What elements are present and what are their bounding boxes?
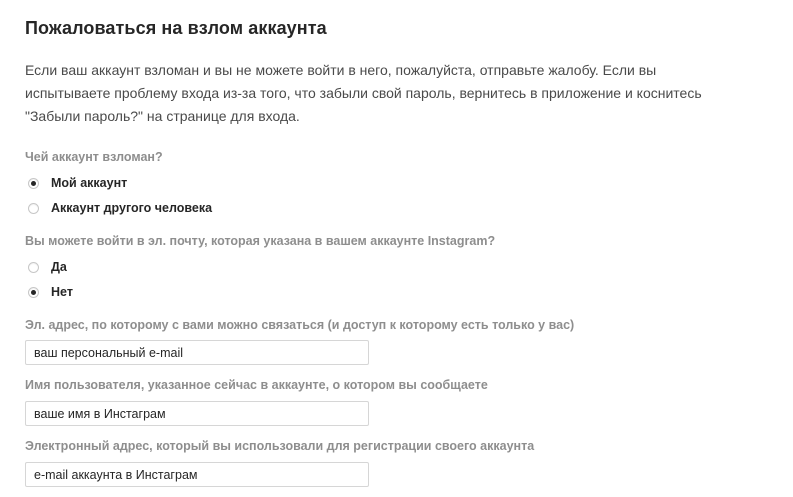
radio-label-no[interactable]: Нет: [51, 285, 73, 299]
username-label: Имя пользователя, указанное сейчас в аккаунте, о котором вы сообщаете: [25, 378, 488, 392]
radio-label-my-account[interactable]: Мой аккаунт: [51, 176, 128, 190]
intro-line-3: "Забыли пароль?" на странице для входа.: [25, 108, 300, 124]
radio-button-no[interactable]: [28, 287, 39, 298]
contact-email-label: Эл. адрес, по которому с вами можно связаться (и доступ к которому есть только у вас): [25, 318, 575, 332]
radio-option-my-account[interactable]: [28, 175, 127, 191]
intro-line-1: Если ваш аккаунт взломан и вы не можете войти в него, пожалуйста, отправьте жалобу. Если вы: [25, 62, 657, 78]
signup-email-field[interactable]: e-mail аккаунта в Инстаграм: [25, 462, 369, 487]
intro-text: [25, 59, 785, 128]
page-title: Пожаловаться на взлом аккаунта: [25, 18, 327, 38]
intro-line-2: испытываете проблему входа из-за того, что забыли свой пароль, вернитесь в приложение и коснитесь: [25, 85, 702, 101]
question-email-access: Вы можете войти в эл. почту, которая указана в вашем аккаунте Instagram?: [25, 234, 496, 248]
radio-button-other-account[interactable]: [28, 203, 39, 214]
question-whose-account: Чей аккаунт взломан?: [25, 150, 163, 164]
contact-email-field[interactable]: ваш персональный e-mail: [25, 340, 369, 365]
radio-option-yes[interactable]: [28, 259, 67, 275]
username-field[interactable]: ваше имя в Инстаграм: [25, 401, 369, 426]
radio-label-other-account[interactable]: Аккаунт другого человека: [51, 201, 213, 215]
radio-option-other-account[interactable]: [28, 200, 212, 216]
radio-button-my-account[interactable]: [28, 178, 39, 189]
radio-label-yes[interactable]: Да: [51, 260, 67, 274]
radio-option-no[interactable]: [28, 284, 73, 300]
signup-email-label: Электронный адрес, который вы использовали для регистрации своего аккаунта: [25, 439, 535, 453]
radio-button-yes[interactable]: [28, 262, 39, 273]
